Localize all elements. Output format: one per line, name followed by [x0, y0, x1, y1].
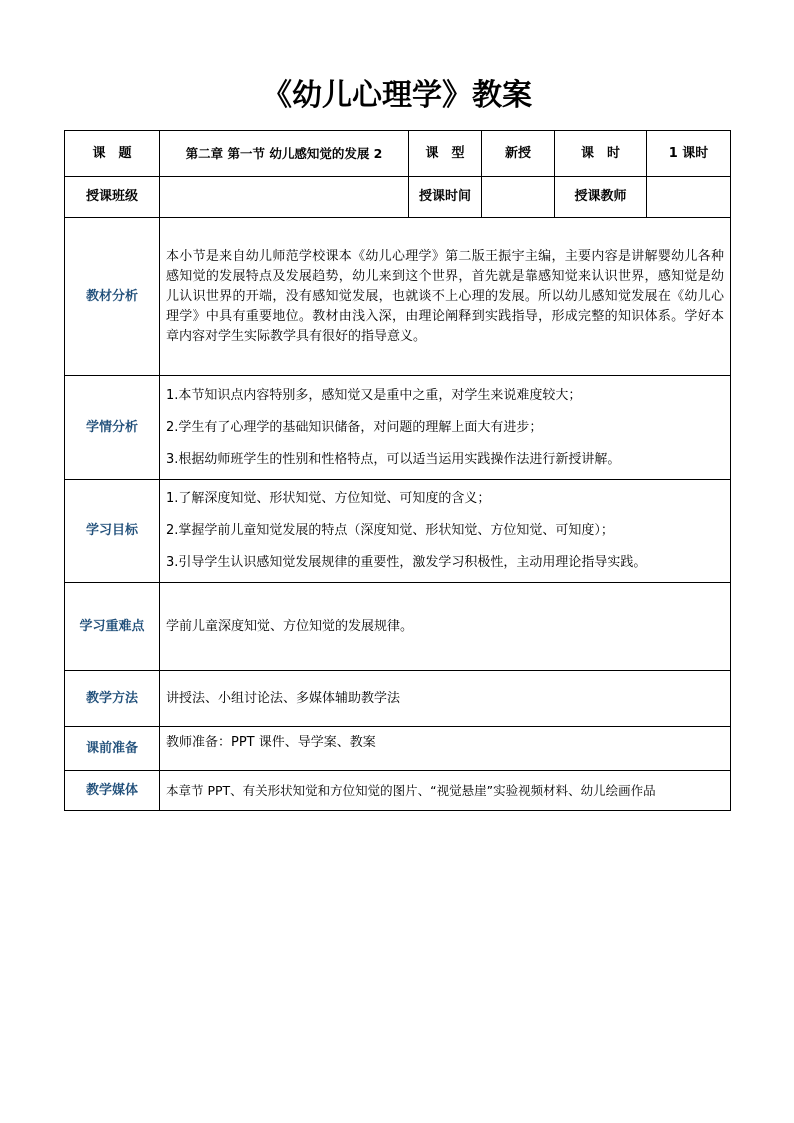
- media-text: 本章节 PPT、有关形状知觉和方位知觉的图片、“视觉悬崖”实验视频材料、幼儿绘画作品: [160, 771, 731, 811]
- material-label: 教材分析: [65, 218, 160, 376]
- list-item: 1.本节知识点内容特别多，感知觉又是重中之重，对学生来说难度较大；: [166, 387, 582, 403]
- list-item: 3.引导学生认识感知觉发展规律的重要性，激发学习积极性，主动用理论指导实践。: [166, 555, 647, 570]
- material-text: 本小节是来自幼儿师范学校课本《幼儿心理学》第二版王振宇主编，主要内容是讲解婴幼儿各种感知觉的发展特点及发展趋势，幼儿来到这个世界，首先就是靠感知觉来认识世界，感知觉是幼儿认识世界的开端，没有感知觉发展，也就谈不上心理的发展。所以幼儿感知觉发展在《幼儿心理学》中具有重要地位。教材由浅入深，由理论阐释到实践指导，形成完整的知识体系。学好本章内容对学生实际教学具有很好的指导意义。: [160, 218, 731, 376]
- hours-value: 1 课时: [647, 131, 731, 177]
- goals-list: [160, 480, 731, 583]
- goals-label: 学习目标: [65, 480, 160, 583]
- goals-row: [65, 480, 731, 583]
- preparation-label: 课前准备: [65, 727, 160, 771]
- list-item: 2.掌握学前儿童知觉发展的特点（深度知觉、形状知觉、方位知觉、可知度）；: [166, 523, 614, 538]
- students-row: [65, 376, 731, 480]
- methods-label: 教学方法: [65, 671, 160, 727]
- list-item: 1.了解深度知觉、形状知觉、方位知觉、可知度的含义；: [166, 491, 491, 506]
- key-points-row: [65, 583, 731, 671]
- material-row: [65, 218, 731, 376]
- students-list: [160, 376, 731, 480]
- time-value: [482, 177, 555, 218]
- header-row: [65, 131, 731, 177]
- preparation-row: [65, 727, 731, 771]
- methods-text: 讲授法、小组讨论法、多媒体辅助教学法: [160, 671, 731, 727]
- document-title: 《幼儿心理学》教案: [262, 78, 532, 113]
- hours-label: 课 时: [555, 131, 647, 177]
- teacher-value: [647, 177, 731, 218]
- methods-row: [65, 671, 731, 727]
- preparation-text: 教师准备：PPT 课件、导学案、教案: [160, 727, 731, 771]
- course-value: 第二章 第一节 幼儿感知觉的发展 2: [160, 131, 409, 177]
- type-value: 新授: [482, 131, 555, 177]
- class-value: [160, 177, 409, 218]
- info-row: [65, 177, 731, 218]
- time-label: 授课时间: [409, 177, 482, 218]
- lesson-plan-table: [64, 130, 731, 811]
- type-label: 课 型: [409, 131, 482, 177]
- teacher-label: 授课教师: [555, 177, 647, 218]
- course-label: 课 题: [65, 131, 160, 177]
- key-points-label: 学习重难点: [65, 583, 160, 671]
- class-label: 授课班级: [65, 177, 160, 218]
- key-points-text: 学前儿童深度知觉、方位知觉的发展规律。: [160, 583, 731, 671]
- list-item: 2.学生有了心理学的基础知识储备，对问题的理解上面大有进步；: [166, 419, 543, 435]
- list-item: 3.根据幼师班学生的性别和性格特点，可以适当运用实践操作法进行新授讲解。: [166, 451, 621, 467]
- media-row: [65, 771, 731, 811]
- media-label: 教学媒体: [65, 771, 160, 811]
- students-label: 学情分析: [65, 376, 160, 480]
